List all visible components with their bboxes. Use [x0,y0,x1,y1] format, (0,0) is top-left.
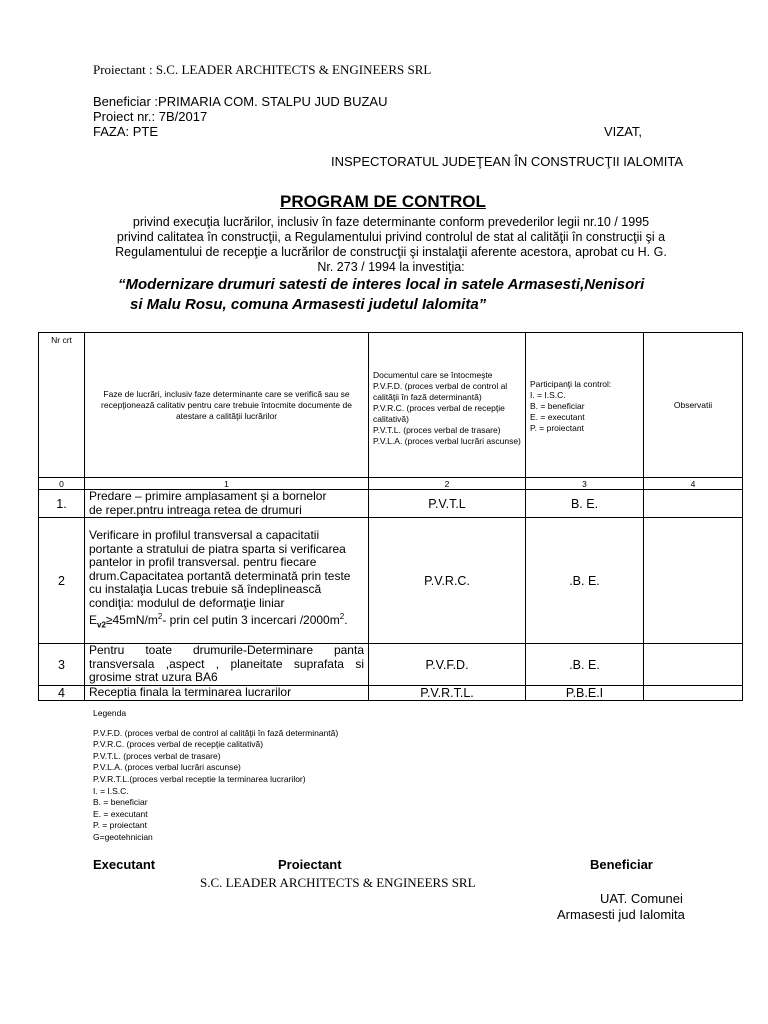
index-cell: 4 [644,478,743,490]
row-description-line: Predare – primire amplasament şi a bornelor [89,489,327,503]
row-description [85,518,369,644]
desc-superscript: 2 [157,612,163,622]
header-observations: Observatii [644,333,743,478]
documents-item: P.V.R.C. (proces verbal de recepţie calitativă) [373,402,505,424]
desc-superscript: 2 [339,612,345,622]
page-title: PROGRAM DE CONTROL [280,192,486,211]
executant-label: Executant [93,857,156,872]
header-nr [39,333,85,478]
project-number: Proiect nr.: 7B/2017 [93,109,208,124]
beneficiar-location: Armasesti jud Ialomita [557,907,685,922]
header-nr-text: Nr crt [51,335,72,345]
table-row [39,490,743,518]
legend-title: Legenda [93,708,127,718]
header-participants [526,333,644,478]
legend-item: B. = beneficiar [93,797,148,808]
documents-item: P.V.T.L. (proces verbal de trasare) [373,424,501,435]
beneficiar-entity: UAT. Comunei [600,891,683,906]
intro-line: Regulamentului de recepţie a lucrărilor de construcţii şi instalaţii aferente acestora, aprobat cu H. G. [115,245,667,259]
table-index-row [39,478,743,490]
intro-text [60,215,722,275]
desc-text: - prin cel putin 3 incercari /2000m [162,613,340,628]
row-participants: B. E. [526,490,644,518]
row-description-line: de reper.pntru intreaga retea de drumuri [89,502,302,517]
documents-item: P.V.L.A. (proces verbal lucrări ascunse) [373,435,521,446]
participants-item: I. = I.S.C. [530,389,566,400]
legend-item: P.V.R.T.L.(proces verbal receptie la terminarea lucrarilor) [93,773,306,784]
intro-line: privind execuţia lucrărilor, inclusiv în faze determinante conform prevederilor legii nr.10 / 1995 [132,215,650,229]
row-number: 4 [39,686,85,701]
row-document: P.V.R.C. [369,518,526,644]
desc-text: . [344,613,348,628]
row-document: P.V.R.T.L. [369,686,526,701]
row-observations [644,644,743,686]
desc-subscript: v2 [97,620,106,630]
legend-item: E. = executant [93,808,148,819]
control-table [38,332,743,701]
header-documents [369,333,526,478]
documents-item: P.V.F.D. (proces verbal de control al calităţii în fază determinantă) [373,380,508,402]
row-document: P.V.F.D. [369,644,526,686]
row-document: P.V.T.L [369,490,526,518]
desc-text: Verificare in profilul transversal a capacitatii portante a stratului de piatra sparta si verificarea pantelor in profil transversal. pentru fiecare drum.Capacitatea portantă determinată prin teste cu instalaţia Lucas trebuie să îndeplinească condiţia: modulul de deformaţie liniar E [89,528,351,628]
inspectorate: INSPECTORATUL JUDEŢEAN ÎN CONSTRUCŢII IALOMITA [331,154,683,169]
row-participants: P.B.E.I [526,686,644,701]
header-phases: Faze de lucrări, inclusiv faze determinante care se verifică sau se recepţionează calitativ pentru care trebuie întocmite documente de atestare a calităţii lucrărilor [85,333,369,478]
proiectant-company: S.C. LEADER ARCHITECTS & ENGINEERS SRL [200,875,476,890]
participants-item: E. = executant [530,411,585,422]
legend-item: P.V.F.D. (proces verbal de control al calităţii în fază determinantă) [93,727,339,738]
intro-line: Nr. 273 / 1994 la investiţia: [317,260,465,274]
table-row [39,686,743,701]
legend-item: P.V.R.C. (proces verbal de recepţie calitativă) [93,739,264,750]
designer-line: Proiectant : S.C. LEADER ARCHITECTS & ENGINEERS SRL [93,62,432,77]
beneficiar-label: Beneficiar [590,857,653,872]
index-cell: 3 [526,478,644,490]
participants-item: P. = proiectant [530,422,584,433]
desc-text: ≥45mN/m [105,613,158,628]
legend-item: I. = I.S.C. [93,785,129,796]
row-participants: .B. E. [526,644,644,686]
row-number: 2 [39,518,85,644]
index-cell: 0 [39,478,85,490]
legend-item: P.V.L.A. (proces verbal lucrări ascunse) [93,762,241,773]
beneficiary-line: Beneficiar :PRIMARIA COM. STALPU JUD BUZAU [93,94,388,109]
documents-title: Documentul care se întocmeşte [373,369,493,380]
legend [93,708,338,844]
row-description: Pentru toate drumurile-Determinare panta transversala ,aspect , planeitate suprafata si grosime strat uzura BA6 [85,644,369,686]
table-row [39,518,743,644]
row-number: 1. [39,490,85,518]
intro-line: privind calitatea în construcţii, a Regulamentului privind controlul de stat al calităţii în construcţii şi a [116,230,666,244]
table-row [39,644,743,686]
row-description [85,490,369,518]
vizat-label: VIZAT, [604,124,643,139]
legend-item: P.V.T.L. (proces verbal de trasare) [93,750,221,761]
project-name-line: “Modernizare drumuri satesti de interes local in satele Armasesti,Nenisori [118,276,645,293]
row-observations [644,686,743,701]
row-participants: .B. E. [526,518,644,644]
row-observations [644,490,743,518]
phase: FAZA: PTE [93,124,159,139]
index-cell: 2 [369,478,526,490]
proiectant-label: Proiectant [278,857,342,872]
legend-item: P. = proiectant [93,820,147,831]
row-number: 3 [39,644,85,686]
row-description: Receptia finala la terminarea lucrarilor [85,686,369,701]
participants-title: Participanţi la control: [530,378,612,389]
legend-item: G=geotehnician [93,831,153,842]
project-name-line: si Malu Rosu, comuna Armasesti judetul Ialomita” [130,296,487,313]
row-observations [644,518,743,644]
table-header-row [39,333,743,478]
participants-item: B. = beneficiar [530,400,585,411]
index-cell: 1 [85,478,369,490]
project-name [100,275,730,315]
